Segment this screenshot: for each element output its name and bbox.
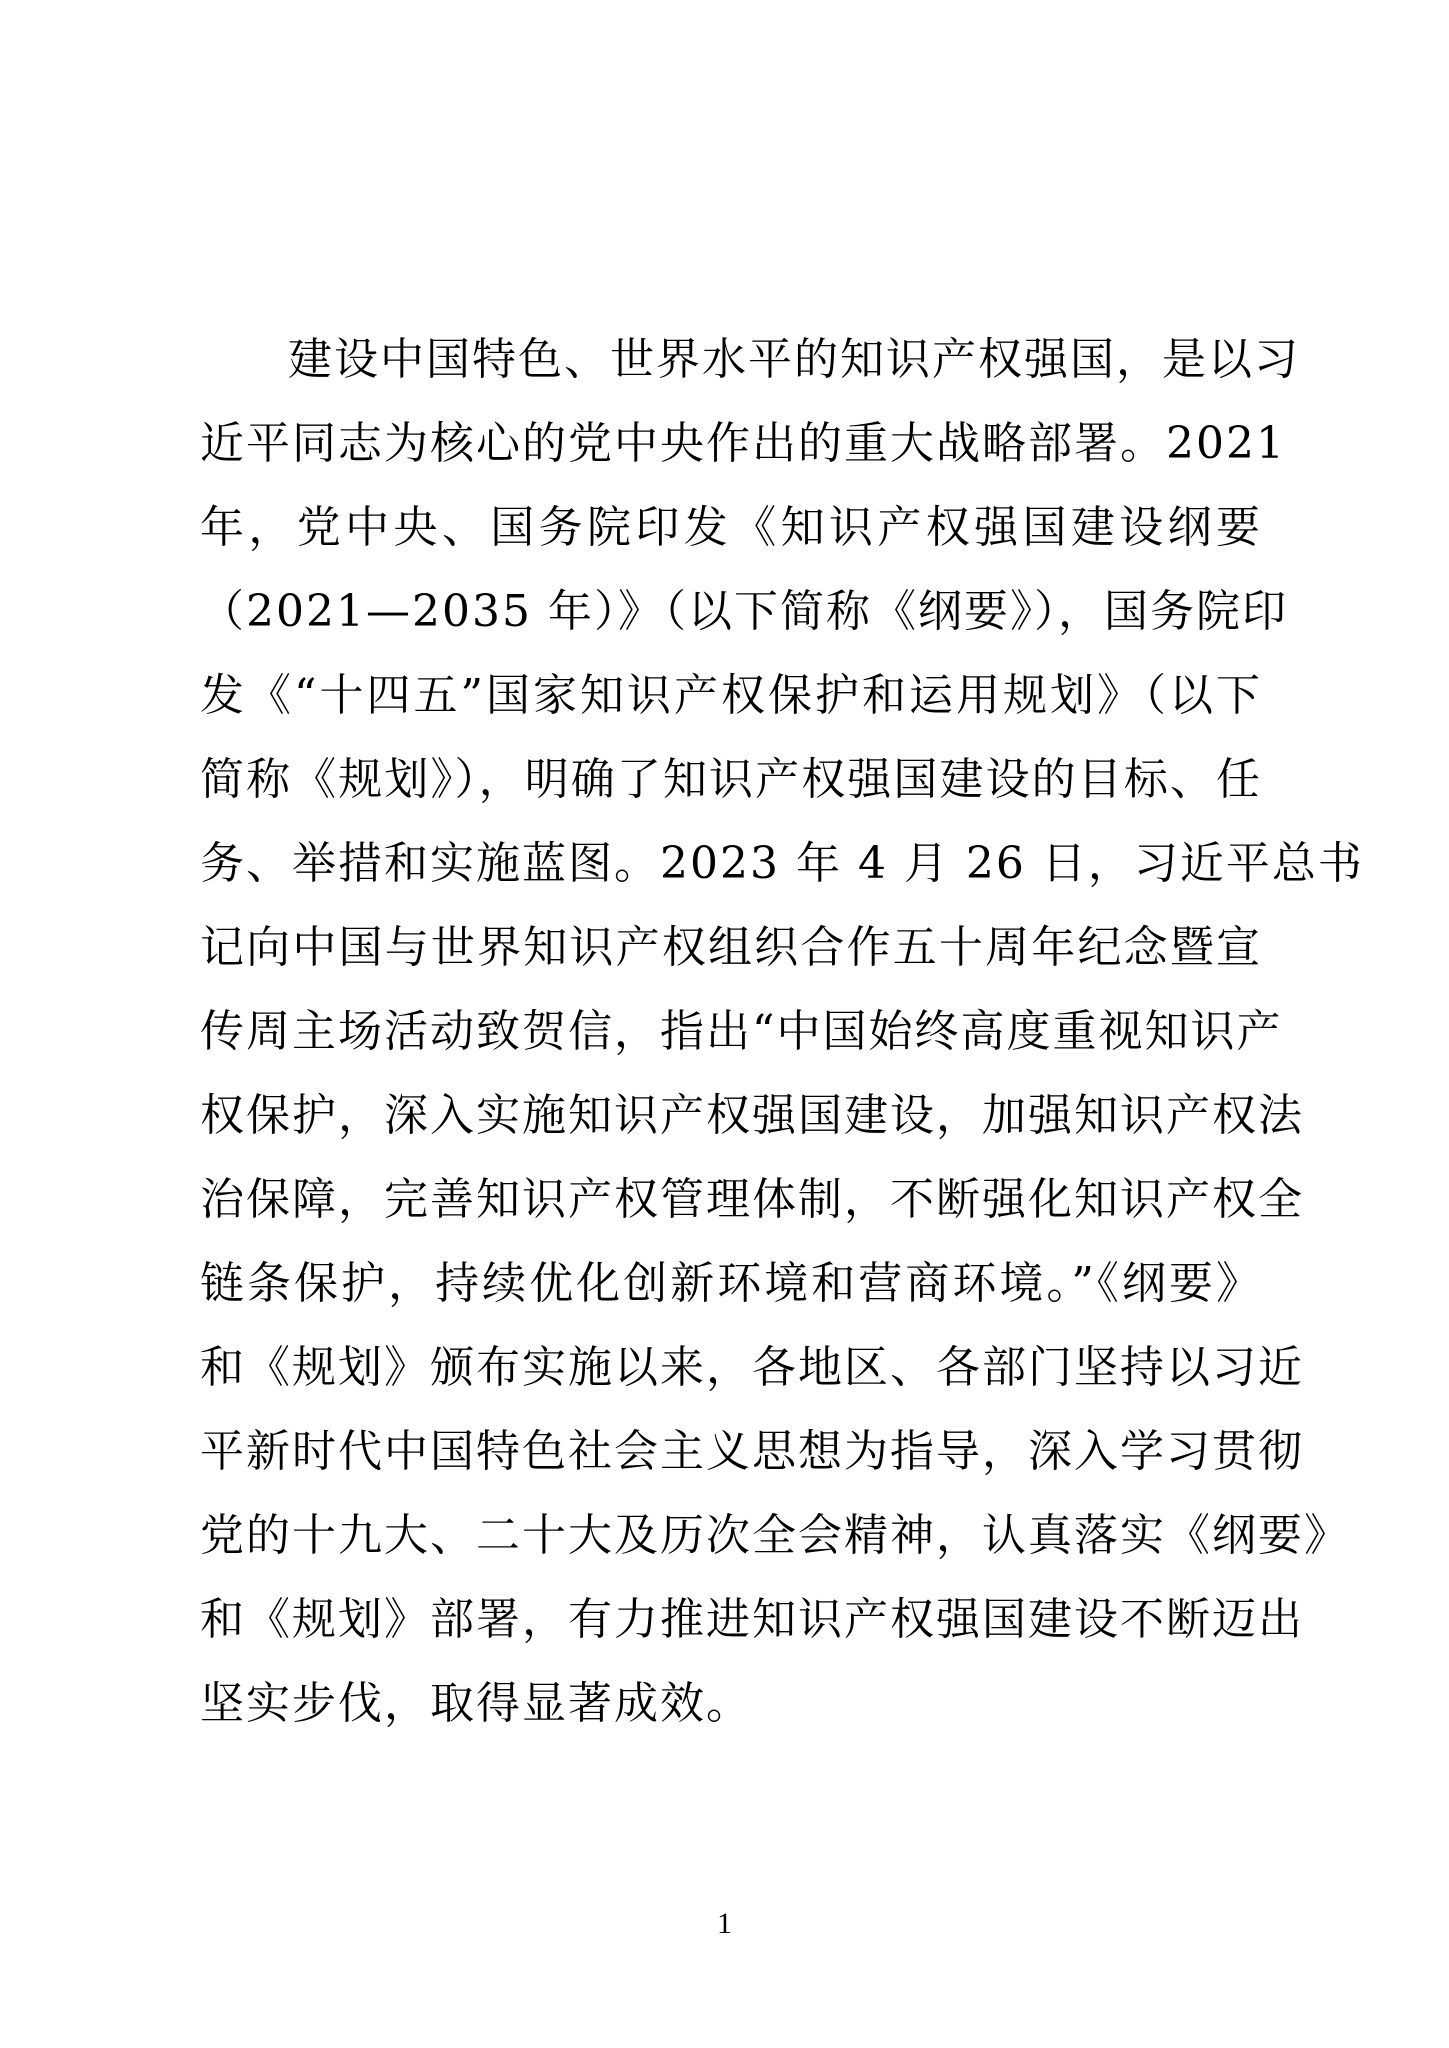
paragraph-line: 建设中国特色、世界水平的知识产权强国，是以习 [288, 334, 1300, 385]
paragraph-line: 权保护，深入实施知识产权强国建设，加强知识产权法 [200, 1090, 1304, 1141]
paragraph-line: 务、举措和实施蓝图。2023 年 4 月 26 日，习近平总书 [200, 838, 1364, 889]
paragraph-line: 坚实步伐，取得显著成效。 [200, 1678, 752, 1729]
paragraph-line: 近平同志为核心的党中央作出的重大战略部署。2021 [200, 418, 1286, 469]
paragraph-line: 和《规划》部署，有力推进知识产权强国建设不断迈出 [200, 1594, 1304, 1645]
paragraph-line: 简称《规划》），明确了知识产权强国建设的目标、任 [200, 754, 1262, 805]
paragraph-line: 链条保护，持续优化创新环境和营商环境。”《纲要》 [200, 1258, 1262, 1309]
paragraph-line: 发《“十四五”国家知识产权保护和运用规划》（以下 [200, 670, 1262, 721]
paragraph-line: 治保障，完善知识产权管理体制，不断强化知识产权全 [200, 1174, 1304, 1225]
page-number: 1 [717, 1907, 732, 1940]
body-paragraph [200, 318, 1364, 1746]
paragraph-line: 记向中国与世界知识产权组织合作五十周年纪念暨宣 [200, 922, 1262, 973]
paragraph-line: 平新时代中国特色社会主义思想为指导，深入学习贯彻 [200, 1426, 1304, 1477]
paragraph-line: 传周主场活动致贺信，指出“中国始终高度重视知识产 [200, 1006, 1283, 1057]
paragraph-line: 党的十九大、二十大及历次全会精神，认真落实《纲要》 [200, 1510, 1350, 1561]
paragraph-line: 年，党中央、国务院印发《知识产权强国建设纲要 [200, 502, 1262, 553]
paragraph-line: （2021—2035 年）》（以下简称《纲要》），国务院印 [200, 586, 1288, 637]
paragraph-line: 和《规划》颁布实施以来，各地区、各部门坚持以习近 [200, 1342, 1304, 1393]
